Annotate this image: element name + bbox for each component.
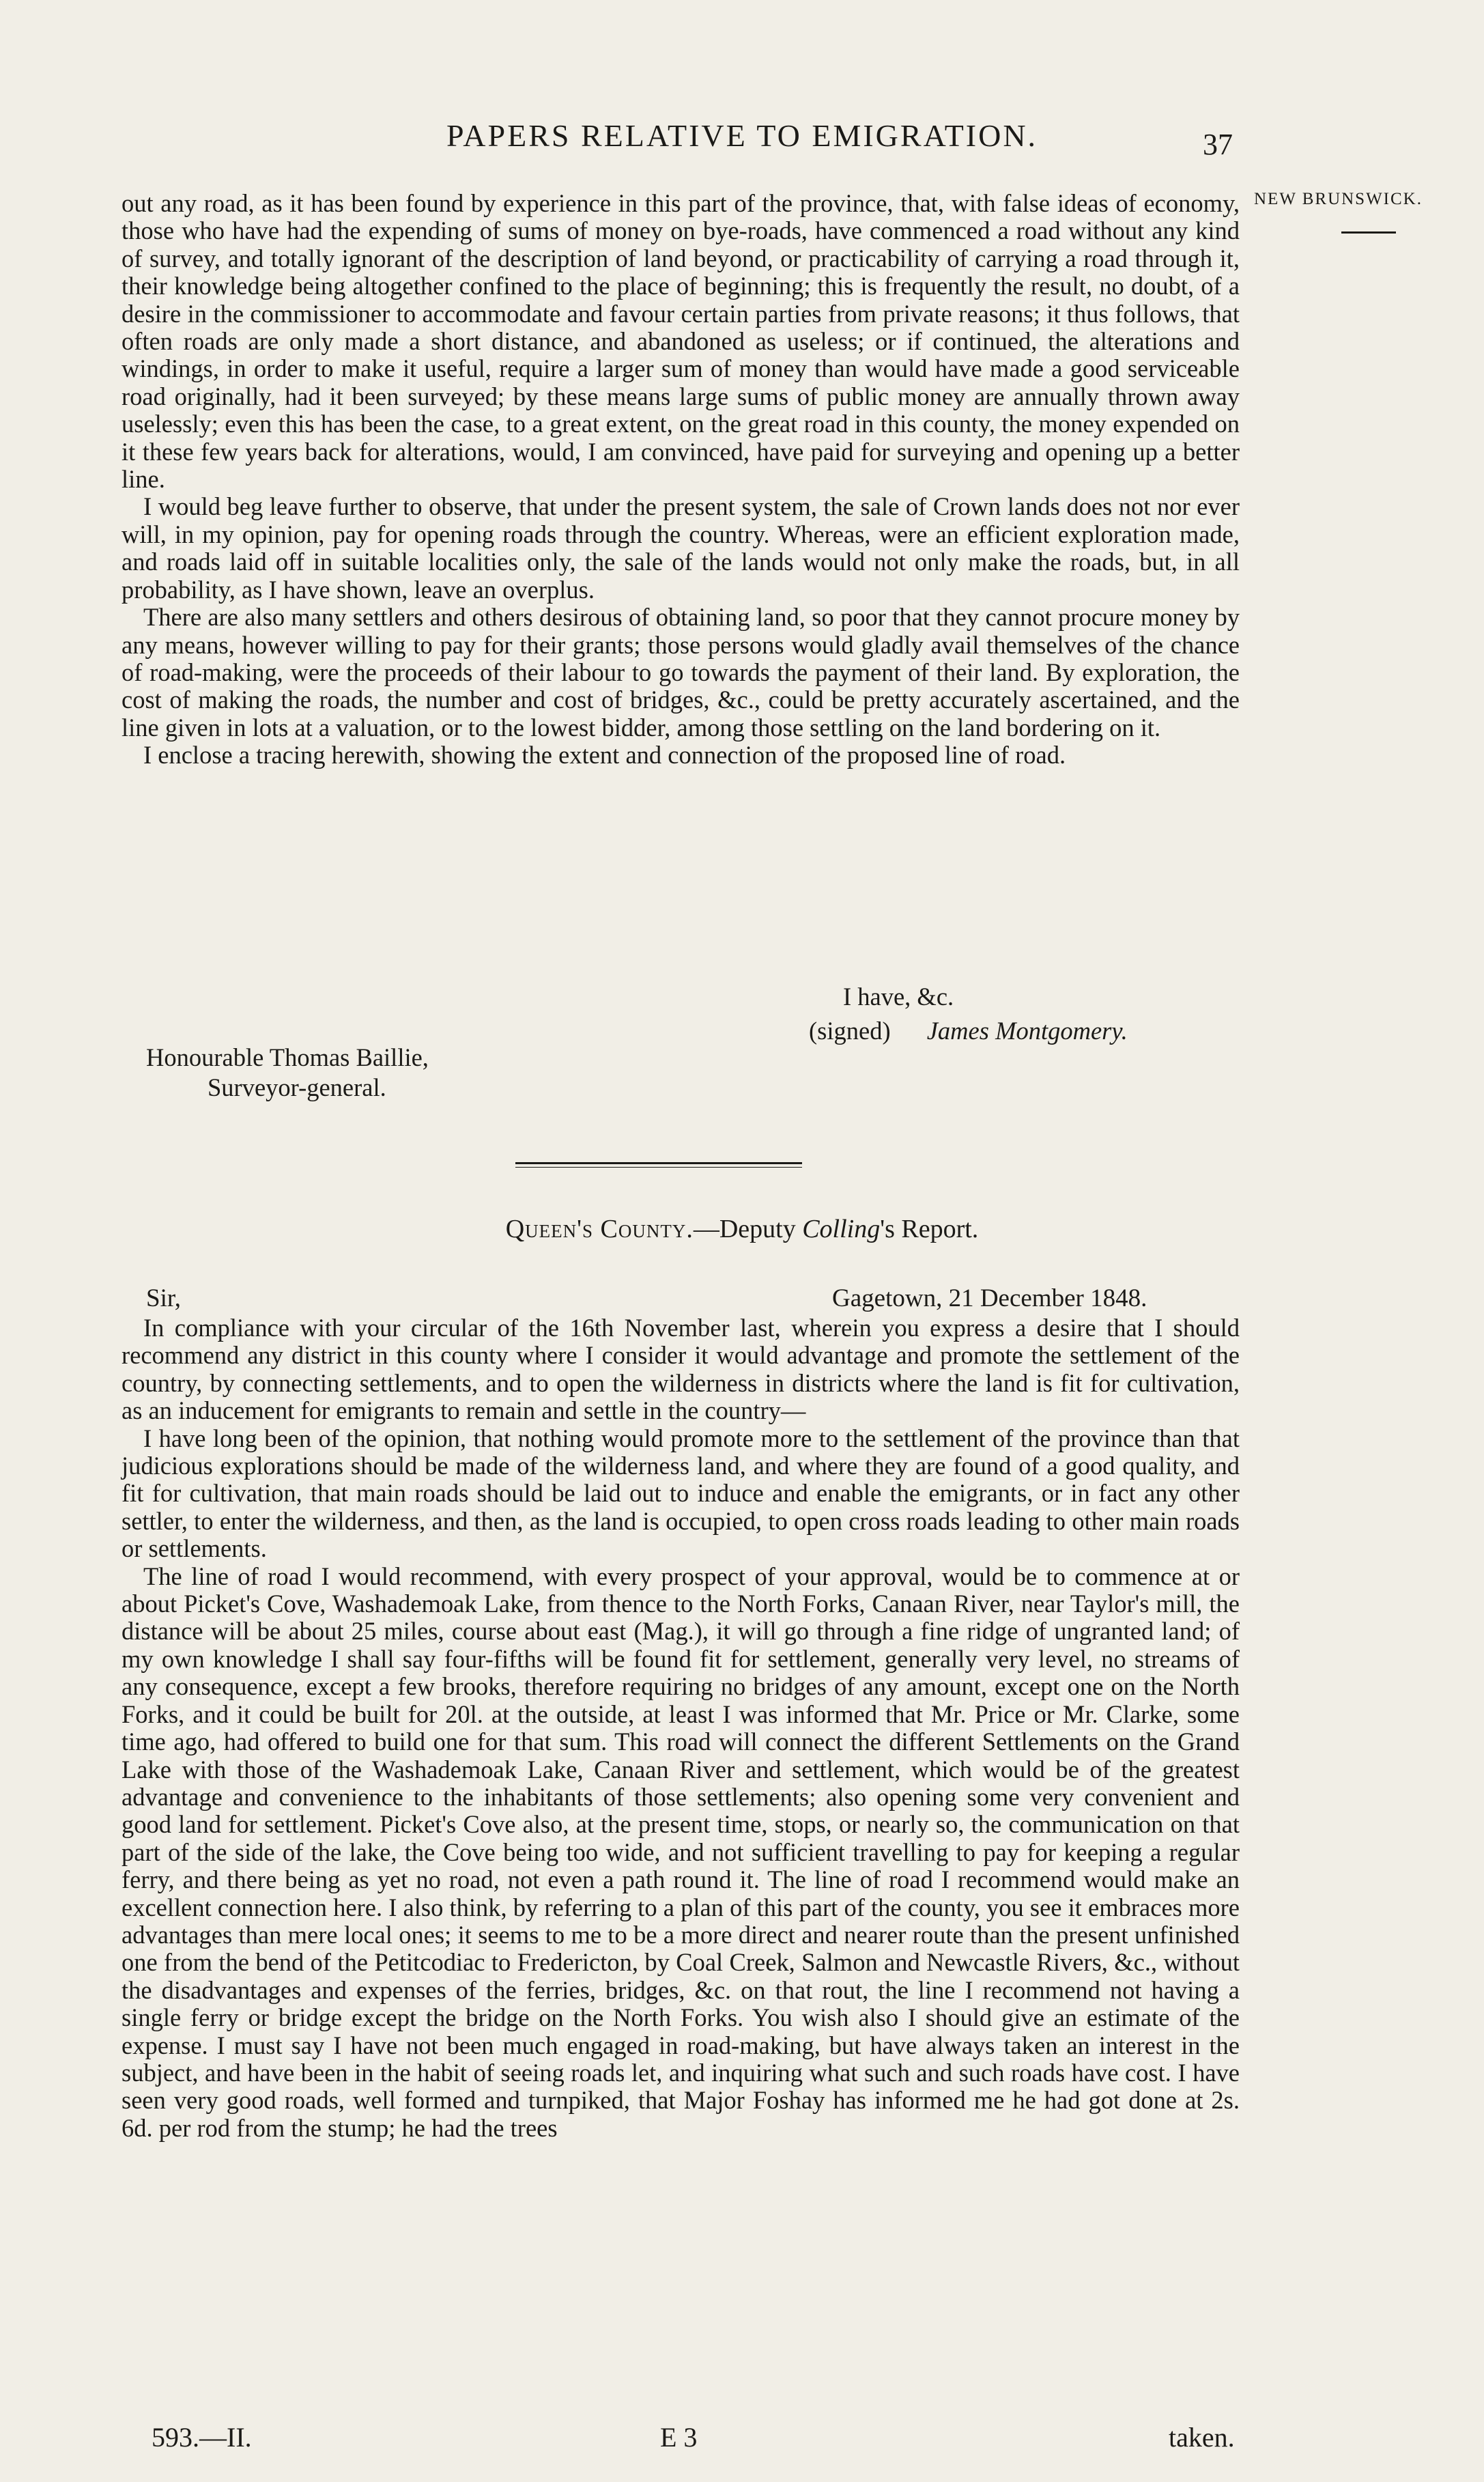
- section-divider: [515, 1162, 802, 1164]
- salutation: Sir,: [146, 1284, 181, 1312]
- paragraph: I enclose a tracing herewith, showing the extent and connection of the proposed line of road.: [143, 741, 1066, 770]
- section-heading: [0, 1214, 1484, 1244]
- margin-side-note: NEW BRUNSWICK.: [1254, 190, 1423, 208]
- side-note-rule: [1341, 231, 1396, 234]
- addressee: [146, 1043, 429, 1103]
- page-number: 37: [1203, 128, 1233, 161]
- heading-dash: —Deputy: [693, 1215, 803, 1243]
- paragraph: I would beg leave further to observe, that under the present system, the sale of Crown lands does not nor ever will, in my opinion, pay for opening roads through the country. Whereas, were an efficient exploration made, and roads laid off in suitable localities only, the sale of the lands would not only make the roads, but, in all probability, as I have shown, leave an overplus.: [122, 492, 1240, 604]
- paragraph: In compliance with your circular of the 16th November last, wherein you express a desire that I should recommend any district in this county where I consider it would advantage and promote the settlement of the country, by connecting settlements, and to open the wilderness in districts where the land is fit for cultivation, as an inducement for emigrants to remain and settle in the country—: [122, 1314, 1240, 1425]
- footer-signature-mark: 593.—II.: [152, 2422, 252, 2453]
- letter-body-continued: [122, 190, 1240, 770]
- signer-name: James Montgomery.: [926, 1017, 1128, 1045]
- signature-block: [809, 980, 1246, 1048]
- closing-line: I have, &c.: [843, 983, 954, 1011]
- paragraph: There are also many settlers and others desirous of obtaining land, so poor that they cannot procure money by any means, however willing to pay for their grants; those persons would gladly avail themselves of the chance of road-making, were the proceeds of their labour to go towards the payment of their land. By exploration, the cost of making the roads, the number and cost of bridges, &c., could be pretty accurately ascertained, and the line given in lots at a valuation, or to the lowest bidder, among those settling on the land bordering on it.: [122, 603, 1240, 742]
- signed-label: (signed): [809, 1017, 891, 1045]
- paragraph: out any road, as it has been found by experience in this part of the province, that, with false ideas of economy, those who have had the expending of sums of money on bye-roads, have commenced a road without any kind of survey, and totally ignorant of the description of land beyond, or practicability of carrying a road through it, their knowledge being altogether confined to the place of beginning; this is frequently the result, no doubt, of a desire in the commissioner to accommodate and favour certain parties from private reasons; it thus follows, that often roads are only made a short distance, and abandoned as useless; or if continued, the alterations and windings, in order to make it useful, require a larger sum of money than would have made a good serviceable road originally, had it been surveyed; by these means large sums of public money are annually thrown away uselessly; even this has been the case, to a great extent, on the great road in this county, the money expended on it these few years back for alterations, would, I am convinced, have paid for surveying and opening up a better line.: [122, 189, 1240, 494]
- county-name: Queen's County.: [505, 1215, 694, 1243]
- running-title: PAPERS RELATIVE TO EMIGRATION.: [446, 118, 1038, 153]
- footer-sheet-mark: E 3: [660, 2422, 698, 2453]
- deputy-name: Colling: [802, 1215, 881, 1243]
- paragraph: The line of road I would recommend, with every prospect of your approval, would be to commence at or about Picket's Cove, Washademoak Lake, from thence to the North Forks, Canaan River, near Taylor's mill, the distance will be about 25 miles, course about east (Mag.), it will go through a fine ridge of ungranted land; of my own knowledge I shall say four-fifths will be found fit for settlement, generally very level, no streams of any consequence, except a few brooks, therefore requiring no bridges of any amount, except one on the North Forks, and it could be built for 20l. at the outside, at least I was informed that Mr. Price or Mr. Clarke, some time ago, had offered to build one for that sum. This road will connect the different Settlements on the Grand Lake with those of the Washademoak Lake, Canaan River and settlement, which would be of the greatest advantage and convenience to the inhabitants of those settlements; also opening some very convenient and good land for settlement. Picket's Cove also, at the present time, stops, or nearly so, the communication on that part of the side of the lake, the Cove being too wide, and not sufficient travelling to pay for keeping a regular ferry, and there being as yet no road, not even a path round it. The line of road I recommend would make an excellent connection here. I also think, by referring to a plan of this part of the county, you see it embraces more advantages than mere local ones; it seems to me to be a more direct and nearer route than the present unfinished one from the bend of the Petitcodiac to Fredericton, by Coal Creek, Salmon and Newcastle Rivers, &c., without the disadvantages and expenses of the ferries, bridges, &c. on that rout, the line I recommend not having a single ferry or bridge except the bridge on the North Forks. You wish also I should give an estimate of the expense. I must say I have not been much engaged in road-making, but have always taken an interest in the subject, and have been in the habit of seeing roads let, and inquiring what such and such roads have cost. I have seen very good roads, well formed and turnpiked, that Major Foshay has informed me he had got done at 2s. 6d. per rod from the stump; he had the trees: [122, 1562, 1240, 2142]
- signed-line: [809, 1014, 1246, 1048]
- addressee-title: Surveyor-general.: [208, 1073, 386, 1101]
- section-divider-thin: [515, 1167, 802, 1168]
- report-label: 's Report.: [880, 1215, 979, 1243]
- footer-catchword: taken.: [1169, 2422, 1235, 2453]
- report-body: [122, 1314, 1240, 2142]
- addressee-name: Honourable Thomas Baillie,: [146, 1043, 429, 1071]
- dateline: Gagetown, 21 December 1848.: [832, 1284, 1147, 1312]
- paragraph: I have long been of the opinion, that nothing would promote more to the settlement of the province than that judicious explorations should be made of the wilderness land, and where they are found of a good quality, and fit for cultivation, that main roads should be laid out to induce and enable the emigrants, or in fact any other settler, to enter the wilderness, and then, as the land is occupied, to open cross roads leading to other main roads or settlements.: [122, 1424, 1240, 1563]
